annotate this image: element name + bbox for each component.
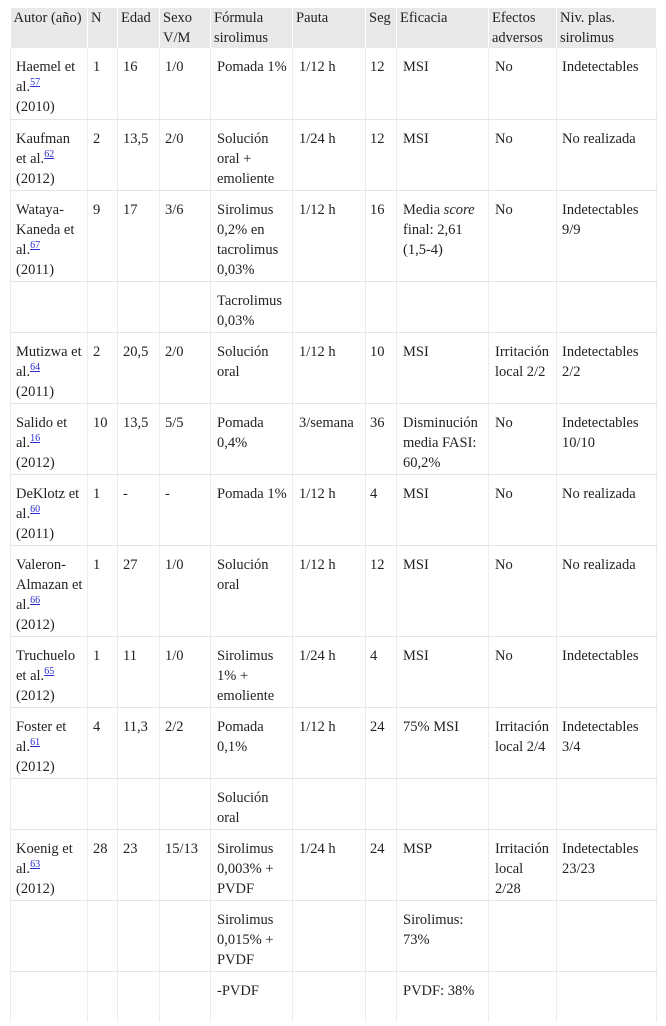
author-name: Kaufman et al.	[16, 130, 70, 167]
adverse-effects-cell: No	[489, 636, 557, 707]
age-cell: 23	[118, 829, 160, 900]
efficacy-cell: MSI	[397, 636, 489, 707]
plasma-levels-cell: Indetectables 10/10	[557, 403, 657, 474]
author-cell	[11, 403, 88, 474]
author-cell	[11, 900, 88, 971]
age-cell	[118, 778, 160, 829]
table-row	[11, 545, 657, 636]
adverse-effects-cell: No	[489, 119, 557, 190]
reference-link[interactable]: 67	[30, 239, 41, 251]
plasma-levels-cell: No realizada	[557, 119, 657, 190]
followup-cell: 12	[366, 48, 397, 119]
regimen-cell	[293, 900, 366, 971]
reference-link[interactable]: 62	[44, 148, 55, 160]
adverse-effects-cell: Irritación local 2/2	[489, 332, 557, 403]
author-cell	[11, 190, 88, 281]
plasma-levels-cell	[557, 778, 657, 829]
author-cell	[11, 829, 88, 900]
table-row	[11, 829, 657, 900]
followup-cell: 24	[366, 707, 397, 778]
column-header: Autor (año)	[11, 8, 88, 48]
efficacy-cell: MSP	[397, 829, 489, 900]
formula-cell: Pomada 1%	[211, 474, 293, 545]
efficacy-text: final: 2,61 (1,5-4)	[403, 221, 463, 258]
sex-cell: 5/5	[160, 403, 211, 474]
table-row	[11, 332, 657, 403]
author-name: Truchuelo et al.	[16, 647, 76, 684]
sex-cell	[160, 900, 211, 971]
column-header: Seg	[366, 8, 397, 48]
adverse-effects-cell	[489, 281, 557, 332]
author-cell	[11, 545, 88, 636]
n-cell: 10	[88, 403, 118, 474]
adverse-effects-cell: Irritación local 2/4	[489, 707, 557, 778]
column-header: Sexo V/M	[160, 8, 211, 48]
regimen-cell	[293, 778, 366, 829]
regimen-cell: 1/12 h	[293, 474, 366, 545]
plasma-levels-cell	[557, 900, 657, 971]
author-name: DeKlotz et al.	[16, 485, 80, 522]
followup-cell: 16	[366, 190, 397, 281]
author-year: (2011)	[16, 525, 55, 542]
formula-cell: Solución oral	[211, 545, 293, 636]
reference-link[interactable]: 57	[30, 77, 41, 88]
n-cell: 2	[88, 332, 118, 403]
regimen-cell: 3/semana	[293, 403, 366, 474]
author-cell	[11, 119, 88, 190]
reference-link[interactable]: 61	[30, 736, 41, 748]
table-header	[11, 8, 657, 48]
n-cell: 1	[88, 474, 118, 545]
sex-cell	[160, 778, 211, 829]
age-cell: 16	[118, 48, 160, 119]
adverse-effects-cell: No	[489, 474, 557, 545]
efficacy-cell: Disminución media FASI: 60,2%	[397, 403, 489, 474]
n-cell: 1	[88, 636, 118, 707]
sex-cell: 15/13	[160, 829, 211, 900]
author-year: (2012)	[16, 758, 55, 775]
age-cell	[118, 971, 160, 1022]
efficacy-cell: 75% MSI	[397, 707, 489, 778]
adverse-effects-cell	[489, 971, 557, 1022]
n-cell: 1	[88, 48, 118, 119]
table-row	[11, 403, 657, 474]
formula-cell: Sirolimus 0,003% + PVDF	[211, 829, 293, 900]
plasma-levels-cell: Indetectables 3/4	[557, 707, 657, 778]
efficacy-emphasis: score	[443, 201, 475, 218]
author-year: (2010)	[16, 99, 55, 115]
regimen-cell: 1/12 h	[293, 332, 366, 403]
adverse-effects-cell: Irritación local 2/28	[489, 829, 557, 900]
column-header: Edad	[118, 8, 160, 48]
formula-cell: Solución oral	[211, 332, 293, 403]
formula-cell: Sirolimus 0,015% + PVDF	[211, 900, 293, 971]
adverse-effects-cell: No	[489, 403, 557, 474]
author-name: Haemel et al.	[16, 59, 76, 95]
author-cell	[11, 636, 88, 707]
efficacy-cell: Sirolimus: 73%	[397, 900, 489, 971]
sex-cell: 3/6	[160, 190, 211, 281]
regimen-cell: 1/12 h	[293, 545, 366, 636]
adverse-effects-cell	[489, 778, 557, 829]
column-header: Efectos adversos	[489, 8, 557, 48]
table-body	[11, 48, 657, 1022]
n-cell	[88, 900, 118, 971]
reference-link[interactable]: 64	[30, 361, 41, 373]
efficacy-cell: MSI	[397, 119, 489, 190]
sex-cell: -	[160, 474, 211, 545]
followup-cell: 4	[366, 474, 397, 545]
plasma-levels-cell	[557, 971, 657, 1022]
author-name: Koenig et al.	[16, 840, 73, 877]
efficacy-cell	[397, 778, 489, 829]
table-row	[11, 48, 657, 119]
author-cell	[11, 281, 88, 332]
plasma-levels-cell: Indetectables 23/23	[557, 829, 657, 900]
plasma-levels-cell: Indetectables	[557, 48, 657, 119]
column-header: Niv. plas. sirolimus	[557, 8, 657, 48]
sex-cell: 1/0	[160, 545, 211, 636]
formula-cell: Sirolimus 0,2% en tacrolimus 0,03%	[211, 190, 293, 281]
adverse-effects-cell: No	[489, 48, 557, 119]
age-cell: 13,5	[118, 119, 160, 190]
author-year: (2011)	[16, 261, 55, 278]
plasma-levels-cell	[557, 281, 657, 332]
table-row	[11, 636, 657, 707]
formula-cell: Sirolimus 1% + emoliente	[211, 636, 293, 707]
regimen-cell: 1/24 h	[293, 829, 366, 900]
author-year: (2012)	[16, 454, 55, 471]
adverse-effects-cell	[489, 900, 557, 971]
followup-cell: 4	[366, 636, 397, 707]
author-cell	[11, 332, 88, 403]
reference-link[interactable]: 63	[30, 858, 41, 870]
efficacy-cell: MSI	[397, 48, 489, 119]
age-cell: 20,5	[118, 332, 160, 403]
table-row	[11, 190, 657, 281]
n-cell: 9	[88, 190, 118, 281]
n-cell	[88, 971, 118, 1022]
followup-cell: 10	[366, 332, 397, 403]
reference-link[interactable]: 65	[44, 665, 55, 677]
efficacy-cell: PVDF: 38%	[397, 971, 489, 1022]
author-year: (2012)	[16, 880, 55, 897]
author-year: (2012)	[16, 687, 55, 704]
column-header: Eficacia	[397, 8, 489, 48]
regimen-cell	[293, 971, 366, 1022]
sex-cell: 1/0	[160, 636, 211, 707]
table-row	[11, 778, 657, 829]
age-cell	[118, 281, 160, 332]
sex-cell	[160, 281, 211, 332]
studies-table	[10, 8, 657, 1022]
followup-cell	[366, 281, 397, 332]
age-cell: 13,5	[118, 403, 160, 474]
author-name: Valeron-Almazan et al.	[16, 556, 83, 613]
author-cell	[11, 474, 88, 545]
regimen-cell: 1/24 h	[293, 636, 366, 707]
plasma-levels-cell: No realizada	[557, 474, 657, 545]
efficacy-text: Media	[403, 201, 444, 218]
followup-cell: 24	[366, 829, 397, 900]
table-row	[11, 474, 657, 545]
age-cell: 17	[118, 190, 160, 281]
efficacy-cell	[397, 281, 489, 332]
author-cell	[11, 707, 88, 778]
sex-cell: 1/0	[160, 48, 211, 119]
column-header: N	[88, 8, 118, 48]
age-cell: 11,3	[118, 707, 160, 778]
efficacy-cell	[397, 190, 489, 281]
author-year: (2011)	[16, 383, 55, 400]
formula-cell: Solución oral	[211, 778, 293, 829]
followup-cell	[366, 900, 397, 971]
plasma-levels-cell: Indetectables 2/2	[557, 332, 657, 403]
plasma-levels-cell: Indetectables 9/9	[557, 190, 657, 281]
author-cell	[11, 48, 88, 119]
age-cell: -	[118, 474, 160, 545]
n-cell: 1	[88, 545, 118, 636]
table-row	[11, 119, 657, 190]
followup-cell	[366, 778, 397, 829]
sex-cell: 2/0	[160, 119, 211, 190]
author-year: (2012)	[16, 170, 55, 187]
efficacy-cell: MSI	[397, 332, 489, 403]
n-cell: 28	[88, 829, 118, 900]
adverse-effects-cell: No	[489, 545, 557, 636]
formula-cell: Pomada 1%	[211, 48, 293, 119]
author-cell	[11, 778, 88, 829]
table-row	[11, 707, 657, 778]
plasma-levels-cell: No realizada	[557, 545, 657, 636]
formula-cell: Pomada 0,1%	[211, 707, 293, 778]
table-row	[11, 281, 657, 332]
n-cell	[88, 281, 118, 332]
author-name: Salido et al.	[16, 414, 68, 451]
regimen-cell	[293, 281, 366, 332]
reference-link[interactable]: 66	[30, 594, 41, 606]
n-cell: 4	[88, 707, 118, 778]
followup-cell: 36	[366, 403, 397, 474]
author-name: Foster et al.	[16, 718, 67, 755]
author-name: Wataya-Kaneda et al.	[16, 201, 75, 258]
efficacy-cell: MSI	[397, 474, 489, 545]
followup-cell: 12	[366, 119, 397, 190]
column-header: Pauta	[293, 8, 366, 48]
table-row	[11, 900, 657, 971]
author-cell	[11, 971, 88, 1022]
regimen-cell: 1/12 h	[293, 48, 366, 119]
followup-cell: 12	[366, 545, 397, 636]
plasma-levels-cell: Indetectables	[557, 636, 657, 707]
formula-cell: Tacrolimus 0,03%	[211, 281, 293, 332]
age-cell: 27	[118, 545, 160, 636]
regimen-cell: 1/12 h	[293, 707, 366, 778]
formula-cell: Pomada 0,4%	[211, 403, 293, 474]
n-cell	[88, 778, 118, 829]
sex-cell: 2/2	[160, 707, 211, 778]
sex-cell	[160, 971, 211, 1022]
author-year: (2012)	[16, 616, 55, 633]
age-cell: 11	[118, 636, 160, 707]
regimen-cell: 1/12 h	[293, 190, 366, 281]
author-name: Mutizwa et al.	[16, 343, 82, 380]
reference-link[interactable]: 16	[30, 432, 41, 444]
formula-cell: -PVDF	[211, 971, 293, 1022]
efficacy-cell: MSI	[397, 545, 489, 636]
formula-cell: Solución oral + emoliente	[211, 119, 293, 190]
regimen-cell: 1/24 h	[293, 119, 366, 190]
sex-cell: 2/0	[160, 332, 211, 403]
adverse-effects-cell: No	[489, 190, 557, 281]
followup-cell	[366, 971, 397, 1022]
table-row	[11, 971, 657, 1022]
column-header: Fórmula sirolimus	[211, 8, 293, 48]
n-cell: 2	[88, 119, 118, 190]
age-cell	[118, 900, 160, 971]
reference-link[interactable]: 60	[30, 503, 41, 515]
